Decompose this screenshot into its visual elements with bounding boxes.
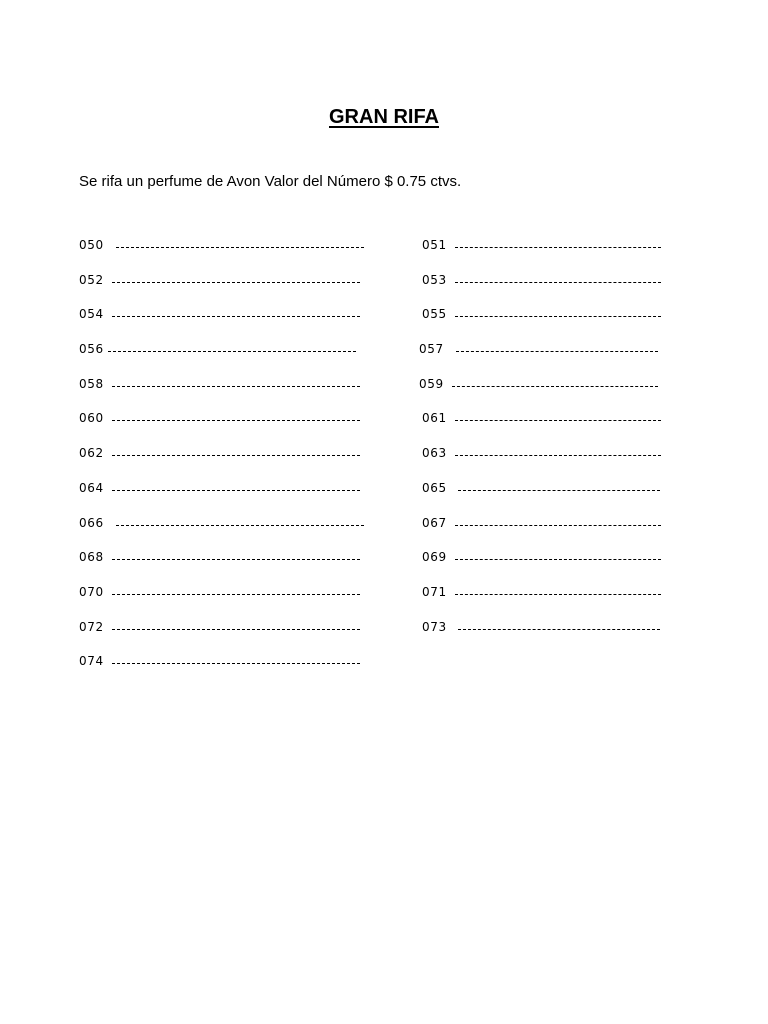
raffle-number: 055 [422,307,447,322]
signup-line [455,455,661,456]
raffle-number: 057 [419,342,444,357]
raffle-entry [419,377,661,412]
signup-line [112,559,360,560]
right-number-column [419,238,661,654]
raffle-entry [79,620,364,655]
raffle-entry [79,377,364,412]
raffle-number: 052 [79,272,104,287]
signup-line [112,282,360,283]
raffle-entry [419,342,661,377]
raffle-entry [79,516,364,551]
raffle-number: 051 [422,238,447,252]
raffle-entry [79,273,364,308]
signup-line [112,490,360,491]
raffle-entry [79,411,364,446]
raffle-number: 070 [79,584,104,599]
left-number-column [79,238,364,689]
raffle-number: 067 [422,515,447,530]
raffle-number: 073 [422,619,447,634]
signup-line [112,420,360,421]
signup-line [458,629,660,630]
raffle-entry [79,481,364,516]
raffle-entry [419,550,661,585]
raffle-number: 058 [79,376,104,391]
page-title: GRAN RIFA [329,106,439,128]
signup-line [455,316,661,317]
raffle-number: 063 [422,446,447,461]
raffle-number: 072 [79,619,104,634]
raffle-number: 061 [422,411,447,426]
signup-line [112,663,360,664]
raffle-entry [419,620,661,655]
signup-line [458,490,660,491]
signup-line [455,594,661,595]
raffle-entry [419,273,661,308]
raffle-entry [79,585,364,620]
raffle-entry [79,307,364,342]
raffle-number: 053 [422,272,447,287]
raffle-number: 059 [419,376,444,391]
raffle-number: 050 [79,238,104,252]
raffle-entry [79,342,364,377]
signup-line [112,629,360,630]
raffle-entry [79,238,364,273]
raffle-number: 064 [79,480,104,495]
raffle-entry [419,481,661,516]
signup-line [455,525,661,526]
signup-line [112,316,360,317]
raffle-number: 066 [79,515,104,530]
raffle-entry [419,238,661,273]
raffle-entry [419,446,661,481]
raffle-entry [419,516,661,551]
raffle-number: 071 [422,584,447,599]
signup-line [452,386,658,387]
signup-line [112,594,360,595]
raffle-number: 074 [79,654,104,669]
signup-line [455,559,661,560]
signup-line [116,525,364,526]
raffle-number: 054 [79,307,104,322]
raffle-entry [419,307,661,342]
raffle-entry [79,446,364,481]
signup-line [455,247,661,248]
signup-line [112,455,360,456]
raffle-number: 056 [79,342,104,357]
raffle-entry [419,411,661,446]
raffle-entry [79,654,364,689]
raffle-number: 069 [422,550,447,565]
signup-line [108,351,356,352]
raffle-entry [79,550,364,585]
raffle-number: 062 [79,446,104,461]
signup-line [456,351,658,352]
signup-line [112,386,360,387]
raffle-entry [419,585,661,620]
raffle-description: Se rifa un perfume de Avon Valor del Número $ 0.75 ctvs. [79,173,462,190]
raffle-number: 068 [79,550,104,565]
signup-line [455,282,661,283]
signup-line [455,420,661,421]
signup-line [116,247,364,248]
raffle-number: 060 [79,411,104,426]
raffle-number: 065 [422,480,447,495]
